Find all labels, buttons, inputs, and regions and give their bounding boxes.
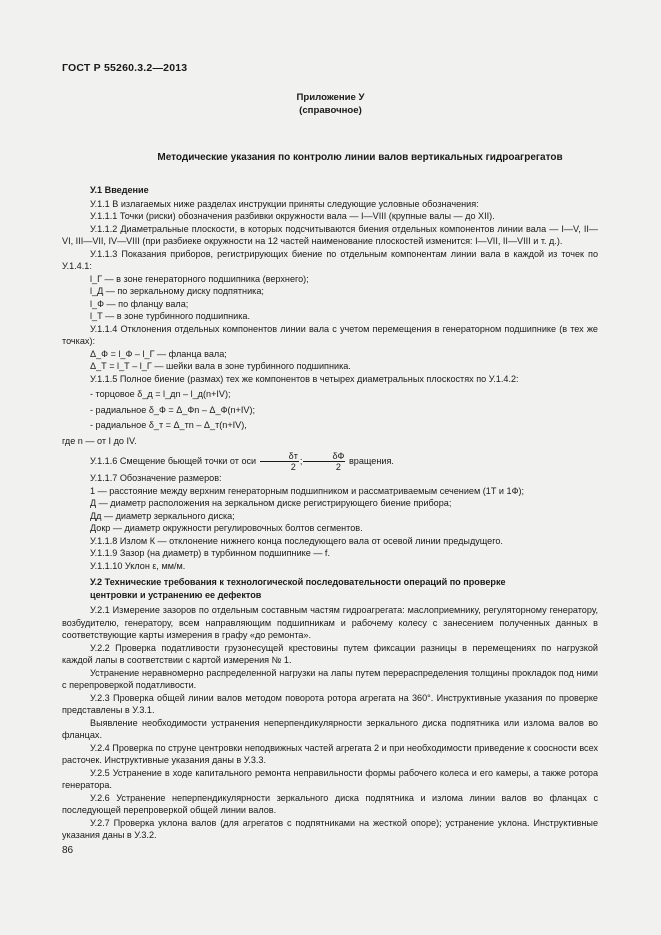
- paragraph: У.1.1.3 Показания приборов, регистрирующих биение по отдельным компонентам линии вала в каждой из точек по У.1.4.1:: [62, 248, 598, 271]
- paragraph: У.1.1.4 Отклонения отдельных компонентов линии вала с учетом перемещения в генераторном подшипнике (в тех же точках):: [62, 323, 598, 346]
- paragraph: У.2.1 Измерение зазоров по отдельным составным частям гидроагрегата: маслоприемнику, регуляторному генератору, возбудителю, генератору, всем направляющим подшипникам и рабочему колесу с занесением полученных данных в соответствующие карты измерения в графу «до ремонта».: [62, 605, 598, 641]
- paragraph: У.2.6 Устранение неперпендикулярности зеркального диска подпятника и излома линии валов во фланцах с последующей перепроверкой общей линии валов.: [62, 792, 598, 816]
- document-body: [62, 184, 598, 842]
- paragraph: Выявление необходимости устранения неперпендикулярности зеркального диска подпятника или излома валов во фланцах.: [62, 717, 598, 741]
- formula: - радиальное δ_Ф = Δ_Фn – Δ_Ф(n+IV);: [90, 404, 256, 415]
- page-number: 86: [62, 845, 74, 856]
- document-title: Методические указания по контролю линии валов вертикальных гидроагрегатов: [157, 152, 563, 163]
- appendix-type: (справочное): [299, 105, 362, 116]
- list-item: l_Д — по зеркальному диску подпятника;: [90, 286, 264, 296]
- section-heading: У.2 Технические требования к технологической последовательности операций по проверке: [90, 577, 506, 588]
- paragraph: Д — диаметр расположения на зеркальном диске регистрирующего биение прибора;: [90, 498, 452, 509]
- paragraph: У.2.2 Проверка податливости грузонесущей крестовины путем фиксации разницы в перемещениях по нагрузкой каждой лапы в соответствии с картой измерения № 1.: [62, 642, 598, 666]
- list-item: l_Ф — по фланцу вала;: [90, 298, 189, 309]
- paragraph: У.1.1.9 Зазор (на диаметр) в турбинном подшипнике — f.: [90, 548, 330, 559]
- fraction-numerator: δФ: [303, 451, 345, 462]
- paragraph: где n — от I до IV.: [62, 435, 137, 446]
- fraction-denominator: 2: [290, 462, 296, 473]
- fraction: [260, 451, 299, 472]
- paragraph: У.2.7 Проверка уклона валов (для агрегатов с подпятниками на жесткой опоре); устранение уклона. Инструктивные указания даны в У.3.2.: [62, 817, 598, 841]
- formula: - радиальное δ_т = Δ_тn – Δ_т(n+IV),: [90, 420, 247, 430]
- list-item: l_Г — в зоне генераторного подшипника (верхнего);: [90, 273, 309, 284]
- paragraph: У.1.1.6 Смещение бьющей точки от оси $\frac{\delta т}{2}$ ; $\frac{\delta Ф}{2}$ вращения.: [90, 451, 394, 473]
- paragraph: Докр — диаметр окружности регулировочных болтов сегментов.: [90, 523, 363, 534]
- fraction-numerator: δт: [260, 451, 299, 462]
- paragraph: У.2.3 Проверка общей линии валов методом поворота ротора агрегата на 360°. Инструктивные указания по проверке представлены в У.3.1.: [62, 692, 598, 716]
- formula: Δ_Т = l_Т – l_Г — шейки вала в зоне турбинного подшипника.: [90, 361, 351, 371]
- standard-header: ГОСТ Р 55260.3.2—2013: [62, 62, 188, 74]
- formula: Δ_Ф = l_Ф – l_Г — фланца вала;: [90, 348, 227, 359]
- paragraph: У.1.1 В излагаемых ниже разделах инструкции приняты следующие условные обозначения:: [90, 198, 479, 209]
- formula: - торцовое δ_д = l_дn – l_д(n+IV);: [90, 389, 231, 399]
- paragraph: У.1.1.5 Полное биение (размах) тех же компонентов в четырех диаметральных плоскостях по У.1.4.2:: [90, 373, 519, 384]
- paragraph: У.1.1.2 Диаметральные плоскости, в которых подсчитываются биения отдельных компонентов линии вала — I—V, II—VI, III—VII, IV—VIII (при разбиеке окружности на 12 частей наименование плоскостей изменится: I—VII, II—VIII и т. д.).: [62, 223, 598, 246]
- fraction: [303, 451, 345, 472]
- text: У.1.1.6 Смещение бьющей точки от оси: [90, 456, 257, 466]
- paragraph: Устранение неравномерно распределенной нагрузки на лапы путем перераспределения толщины прокладок под ними с перепроверкой податливости.: [62, 667, 598, 691]
- text: вращения.: [348, 456, 394, 466]
- section-heading-cont: центровки и устранению ее дефектов: [90, 589, 262, 600]
- paragraph: У.1.1.7 Обозначение размеров:: [90, 473, 222, 484]
- paragraph: У.1.1.1 Точки (риски) обозначения разбивки окружности вала — I—VIII (крупные валы — до XII).: [90, 211, 495, 221]
- list-item: l_Т — в зоне турбинного подшипника.: [90, 311, 250, 321]
- section-heading: У.1 Введение: [90, 185, 149, 195]
- paragraph: Дд — диаметр зеркального диска;: [90, 510, 235, 521]
- appendix-label: Приложение У: [296, 92, 365, 103]
- paragraph: У.2.4 Проверка по струне центровки неподвижных частей агрегата 2 и при необходимости приведение к соосности всех расточек. Инструктивные указания даны в У.3.3.: [62, 742, 598, 766]
- paragraph: У.2.5 Устранение в ходе капитального ремонта неправильности формы рабочего колеса и его камеры, а также ротора генератора.: [62, 767, 598, 791]
- paragraph: У.1.1.8 Излом К — отклонение нижнего конца последующего вала от осевой линии предыдущего.: [90, 535, 503, 546]
- paragraph: 1 — расстояние между верхним генераторным подшипником и рассматриваемым сечением (1Т и 1Ф);: [90, 485, 525, 496]
- fraction-denominator: 2: [335, 462, 341, 473]
- paragraph: У.1.1.10 Уклон ε, мм/м.: [90, 560, 186, 571]
